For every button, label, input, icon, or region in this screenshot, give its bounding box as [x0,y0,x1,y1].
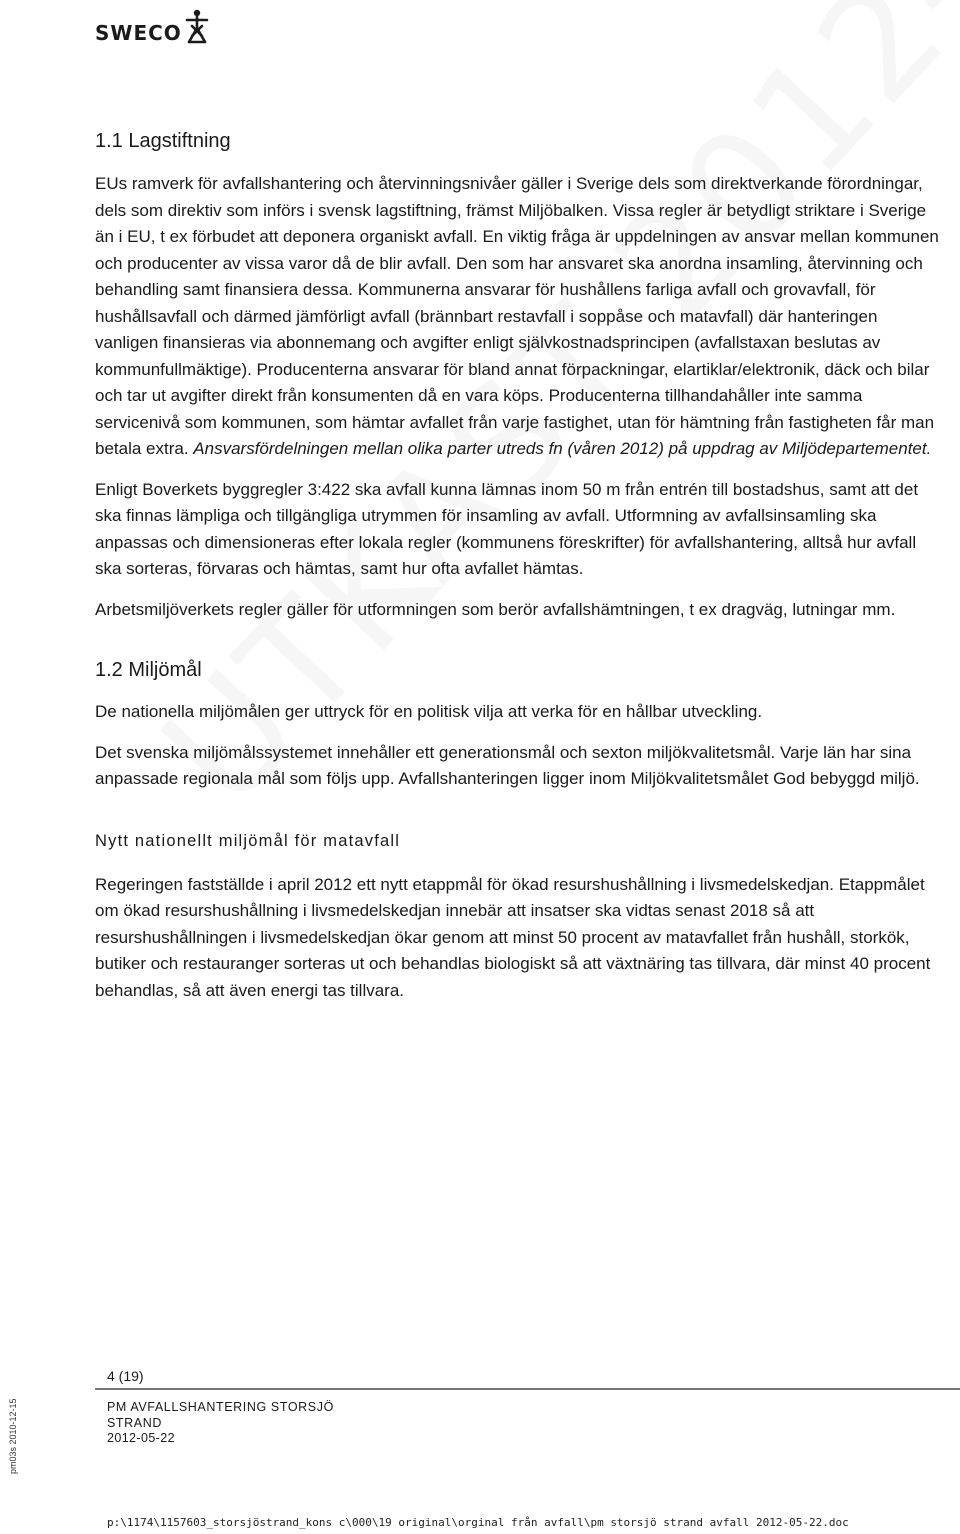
subsection-heading-food-waste: Nytt nationellt miljömål för matavfall [95,831,401,850]
sweco-logo [95,6,210,46]
footer-document-title [107,1399,334,1431]
paragraph-boverket: Enligt Boverkets byggregler 3:422 ska avfall kunna lämnas inom 50 m från entrén till bostadshus, samt att det ska finnas lämpliga och tillgängliga utrymmen för insamling av avfall. Utformning av avfallsinsamling ska anpassas och dimensioneras efter lokala regler (kommunens föreskrifter) för avfallshantering, alltså hur avfall ska sorteras, förvaras och hämtas, samt hur ofta avfallet hämtas. [95,479,919,578]
footer-divider [95,1388,960,1390]
paragraph-national-goals: De nationella miljömålen ger uttryck för en politisk vilja att verka för en hållbar utveckling. [95,702,763,721]
footer-date: 2012-05-22 [107,1431,175,1445]
logo-text: SWECO [95,21,182,45]
paragraph-arbetsmiljo: Arbetsmiljöverkets regler gäller för utformningen som berör avfallshämtningen, t ex dragväg, lutningar mm. [95,599,896,619]
paragraph-goal-system: Det svenska miljömålssystemet innehåller ett generationsmål och sexton miljökvalitetsmål. Varje län har sina anpassade regionala mål som följs upp. Avfallshanteringen ligger inom Miljökvalitetsmålet God bebyggd miljö. [95,742,920,788]
section-heading-miljomal: 1.2 Miljömål [95,659,202,681]
page-number: 4 (19) [107,1368,144,1384]
paragraph-main-text: EUs ramverk för avfallshantering och återvinningsnivåer gäller i Sverige dels som direktverkande förordningar, dels som direktiv som införs i svensk lagstiftning, främst Miljöbalken. Vissa regler är betydligt striktare i Sverige än i EU, t ex förbudet att deponera organiskt avfall. En viktig fråga är uppdelningen av ansvar mellan kommunen och producenter av vissa varor då de blir avfall. Den som har ansvaret ska anordna insamling, återvinning och behandling samt finansiera dessa. Kommunerna ansvarar för hushållens farliga avfall och grovavfall, för hushållsavfall och därmed jämförligt avfall (brännbart restavfall i soppåse och matavfall) där hanteringen vanligen finansieras via abonnemang och avgifter enligt självkostnadsprincipen (avfallstaxan beslutas av kommunfullmäktige). Producenterna ansvarar för bland annat förpackningar, elartiklar/elektronik, däck och bilar och tar ut avgifter direkt från konsumenten då en vara köps. Producenterna tillhandahåller inte samma servicenivå som kommunen, som hämtar avfallet från varje fastighet, utan för hämtning från fastigheten får man betala extra. [95,174,939,458]
sweco-star-icon [184,8,210,46]
footer-title-line-2: STRAND [107,1416,162,1430]
template-stamp: pm03s 2010-12-15 [8,1398,18,1474]
footer-file-path: p:\1174\1157603_storsjöstrand_kons c\000\19 original\orginal från avfall\pm storsjö strand avfall 2012-05-22.doc [107,1516,849,1529]
paragraph-eu-framework [95,171,945,463]
document-body [95,128,945,1018]
paragraph-food-waste-goal: Regeringen fastställde i april 2012 ett nytt etappmål för ökad resurshushållning i livsmedelskedjan. Etappmålet om ökad resurshushållning i livsmedelskedjan innebär att insatser ska vidtas senast 2018 så att resurshushållningen i livsmedelskedjan ökar genom att minst 50 procent av matavfallet från hushåll, storkök, butiker och restauranger sorteras ut och behandlas biologiskt så att växtnäring tas tillvara, där minst 40 procent behandlas, så att även energi tas tillvara. [95,874,931,1000]
section-heading-lagstiftning: 1.1 Lagstiftning [95,130,231,152]
footer-title-line-1: PM AVFALLSHANTERING STORSJÖ [107,1400,334,1414]
paragraph-italic-text: Ansvarsfördelningen mellan olika parter utreds fn (våren 2012) på uppdrag av Miljödepartementet. [193,439,932,458]
